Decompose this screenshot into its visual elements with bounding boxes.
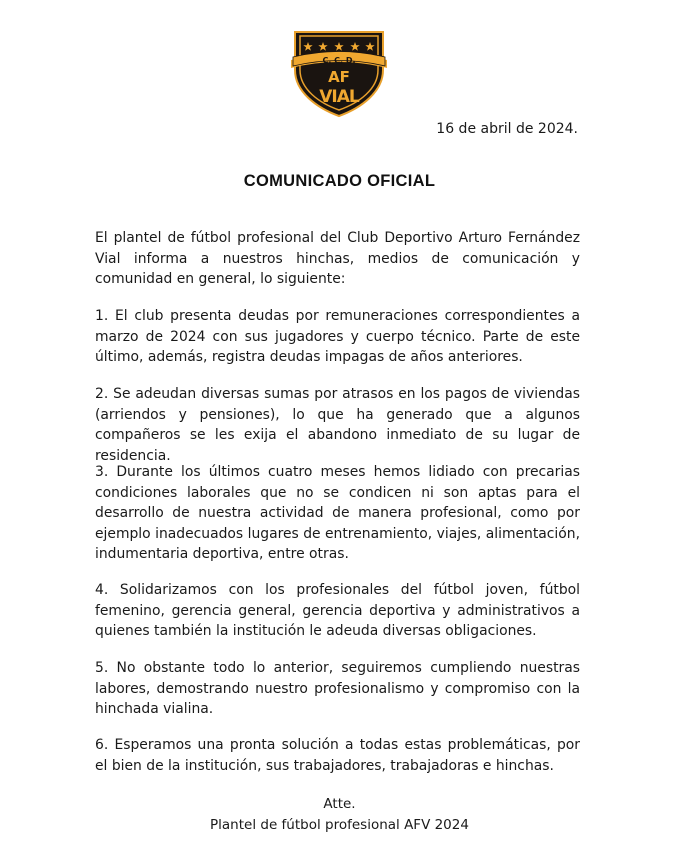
club-crest-logo — [291, 30, 387, 118]
svg-text:C. C. D.: C. C. D. — [322, 56, 356, 65]
shield-icon — [291, 30, 387, 118]
point-paragraph: 3. Durante los últimos cuatro meses hemos lidiado con precarias condiciones laborales que no se condicen ni son aptas para el desarrollo de nuestra actividad de manera profesional, como por ejemplo inadecuados lugares de entrenamiento, viajes, alimentación, indumentaria deportiva, entre otras. — [95, 464, 580, 562]
document-title: COMUNICADO OFICIAL — [243, 172, 436, 190]
signature-text: Plantel de fútbol profesional AFV 2024 — [210, 817, 469, 833]
point-paragraph: 2. Se adeudan diversas sumas por atrasos en los pagos de viviendas (arriendos y pensiones), lo que ha generado que a algunos compañeros se les exija el abandono inmediato de su lugar de residencia. — [95, 386, 580, 464]
point-paragraph: 4. Solidarizamos con los profesionales del fútbol joven, fútbol femenino, gerencia general, gerencia deportiva y administrativos a quienes también la institución le adeuda diversas obligaciones. — [95, 582, 580, 639]
svg-text:AF: AF — [328, 68, 350, 86]
point-paragraph: 6. Esperamos una pronta solución a todas estas problemáticas, por el bien de la institución, sus trabajadores, trabajadoras e hinchas. — [95, 737, 580, 774]
point-paragraph: 1. El club presenta deudas por remuneraciones correspondientes a marzo de 2024 con sus jugadores y cuerpo técnico. Parte de este último, además, registra deudas impagas de años anteriores. — [95, 308, 580, 365]
svg-text:VIAL: VIAL — [319, 87, 359, 107]
point-paragraph: 5. No obstante todo lo anterior, seguiremos cumpliendo nuestras labores, demostrando nuestro profesionalismo y compromiso con la hinchada vialina. — [95, 660, 580, 717]
intro-paragraph: El plantel de fútbol profesional del Club Deportivo Arturo Fernández Vial informa a nuestros hinchas, medios de comunicación y comunidad en general, lo siguiente: — [95, 230, 580, 287]
document-date: 16 de abril de 2024. — [436, 121, 578, 137]
closing-text: Atte. — [323, 796, 356, 812]
